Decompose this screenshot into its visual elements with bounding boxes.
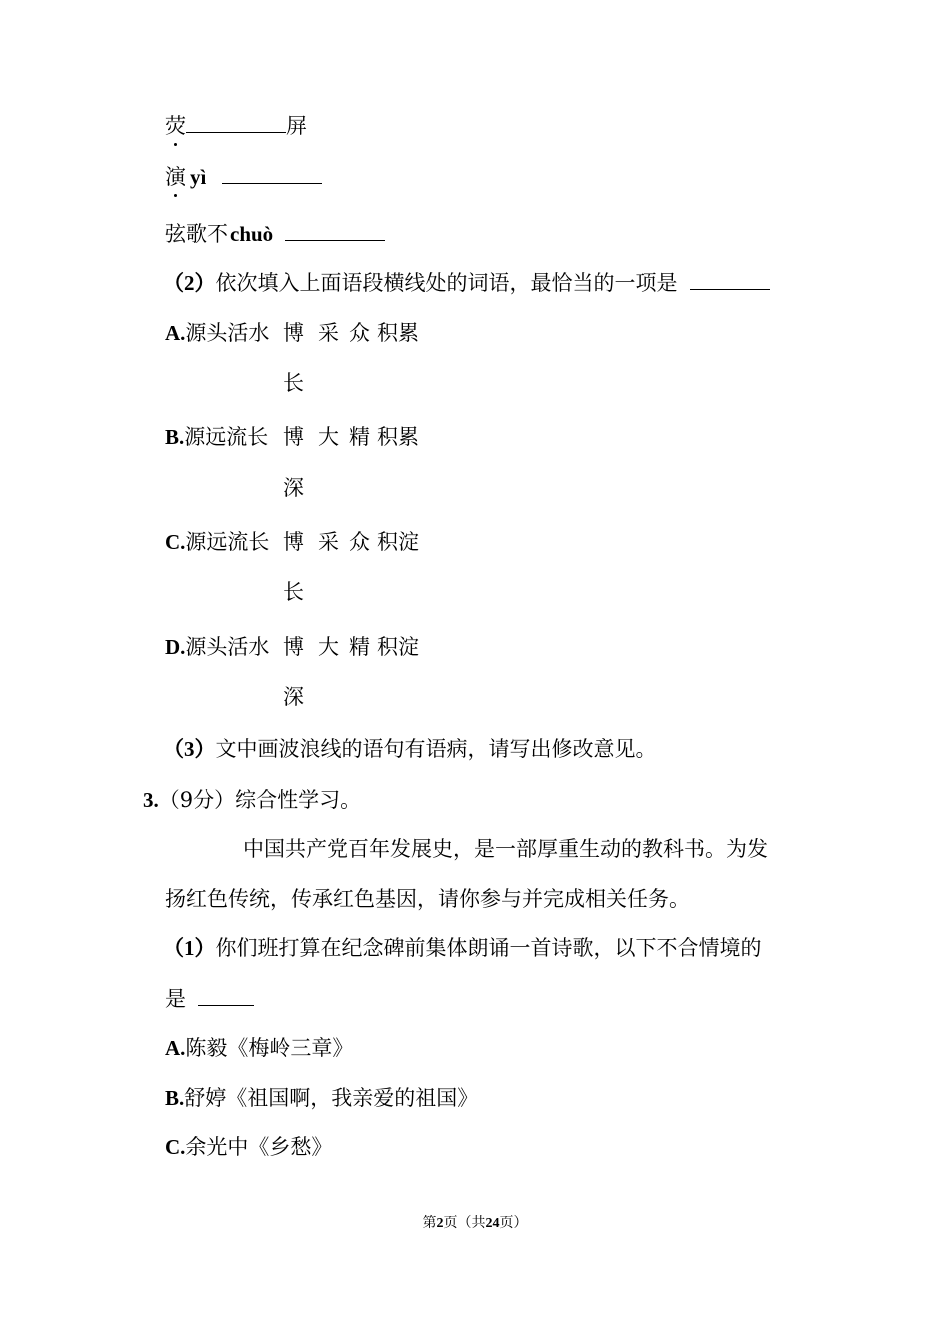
question-number: （3） (163, 737, 216, 761)
option-letter: A. (165, 321, 186, 345)
option-word-5: 积淀 (377, 635, 419, 659)
item-yan-yi (165, 161, 322, 192)
option-word-4: 精 (349, 425, 370, 449)
question-text-cont: 是 (165, 987, 186, 1011)
option-c[interactable] (165, 527, 269, 557)
section-3-paragraph-line-1: 中国共产党百年发展史，是一部厚重生动的教科书。为发 (243, 837, 768, 861)
item-ying-ping (165, 110, 307, 141)
option-letter: C. (165, 1135, 186, 1159)
option-word-3: 大 (318, 635, 339, 659)
option-a[interactable] (165, 1033, 353, 1063)
question-3 (163, 734, 657, 764)
option-word-4: 众 (349, 530, 370, 554)
option-word-5: 积累 (377, 425, 419, 449)
option-d[interactable] (165, 632, 269, 662)
option-text: 舒婷《祖国啊，我亲爱的祖国》 (184, 1086, 479, 1110)
option-b[interactable] (165, 422, 268, 452)
option-text: 陈毅《梅岭三章》 (185, 1036, 354, 1060)
option-word-5: 积累 (377, 321, 419, 345)
footer-mid: 页（共 (443, 1215, 486, 1231)
section-3-paragraph-line-2: 扬红色传统，传承红色基因，请你参与并完成相关任务。 (165, 887, 690, 911)
footer-total-pages: 24 (485, 1216, 500, 1231)
option-letter: C. (165, 530, 186, 554)
option-letter: A. (165, 1036, 186, 1060)
option-word-1: 源头活水 (185, 635, 270, 659)
option-word-4: 众 (349, 321, 370, 345)
option-text: 余光中《乡愁》 (185, 1135, 333, 1159)
answer-blank[interactable] (285, 218, 385, 241)
dotted-char-yan: 演 (165, 162, 186, 192)
option-word-2: 博 (283, 425, 304, 449)
footer-page-number: 2 (436, 1216, 444, 1231)
option-word-3: 采 (318, 530, 339, 554)
footer-pre: 第 (422, 1215, 437, 1231)
option-word-2-cont: 长 (283, 371, 304, 395)
answer-blank[interactable] (198, 983, 254, 1006)
option-b[interactable] (165, 1083, 478, 1113)
dotted-char-ying: 荧 (165, 111, 186, 141)
option-letter: D. (165, 635, 186, 659)
option-word-2-cont: 深 (283, 476, 304, 500)
question-text: 依次填入上面语段横线处的词语，最恰当的一项是 (215, 271, 678, 295)
option-word-1: 源头活水 (185, 321, 270, 345)
section-number: 3. (143, 788, 159, 812)
option-a[interactable] (165, 318, 269, 348)
question-text: 文中画波浪线的语句有语病，请写出修改意见。 (215, 737, 657, 761)
option-word-2: 博 (283, 530, 304, 554)
char-ping: 屏 (286, 114, 307, 138)
question-text: 你们班打算在纪念碑前集体朗诵一首诗歌，以下不合情境的 (215, 936, 762, 960)
option-word-2: 博 (283, 635, 304, 659)
section-3-heading (143, 785, 361, 815)
option-word-1: 源远流长 (185, 530, 270, 554)
option-word-5: 积淀 (377, 530, 419, 554)
section-score: （9分） (158, 788, 236, 812)
option-c[interactable] (165, 1132, 332, 1162)
option-letter: B. (165, 1086, 185, 1110)
page-footer (0, 1213, 950, 1234)
pinyin-yi: yì (190, 165, 207, 189)
subquestion-1-cont (165, 983, 254, 1014)
question-number: （1） (163, 936, 216, 960)
answer-blank[interactable] (690, 267, 770, 290)
subquestion-1 (163, 933, 762, 963)
option-letter: B. (165, 425, 185, 449)
answer-blank[interactable] (222, 161, 322, 184)
option-word-2: 博 (283, 321, 304, 345)
text-xiange: 弦歌不 (165, 222, 228, 246)
option-word-3: 采 (318, 321, 339, 345)
section-title: 综合性学习。 (235, 788, 362, 812)
option-word-2-cont: 长 (283, 580, 304, 604)
pinyin-chuo: chuò (230, 222, 274, 246)
option-word-3: 大 (318, 425, 339, 449)
option-word-4: 精 (349, 635, 370, 659)
option-word-1: 源远流长 (184, 425, 269, 449)
question-2 (163, 267, 770, 298)
option-word-2-cont: 深 (283, 685, 304, 709)
item-xiange-chuo (165, 218, 385, 249)
footer-post: 页） (499, 1215, 528, 1231)
answer-blank[interactable] (186, 110, 286, 133)
question-number: （2） (163, 271, 216, 295)
